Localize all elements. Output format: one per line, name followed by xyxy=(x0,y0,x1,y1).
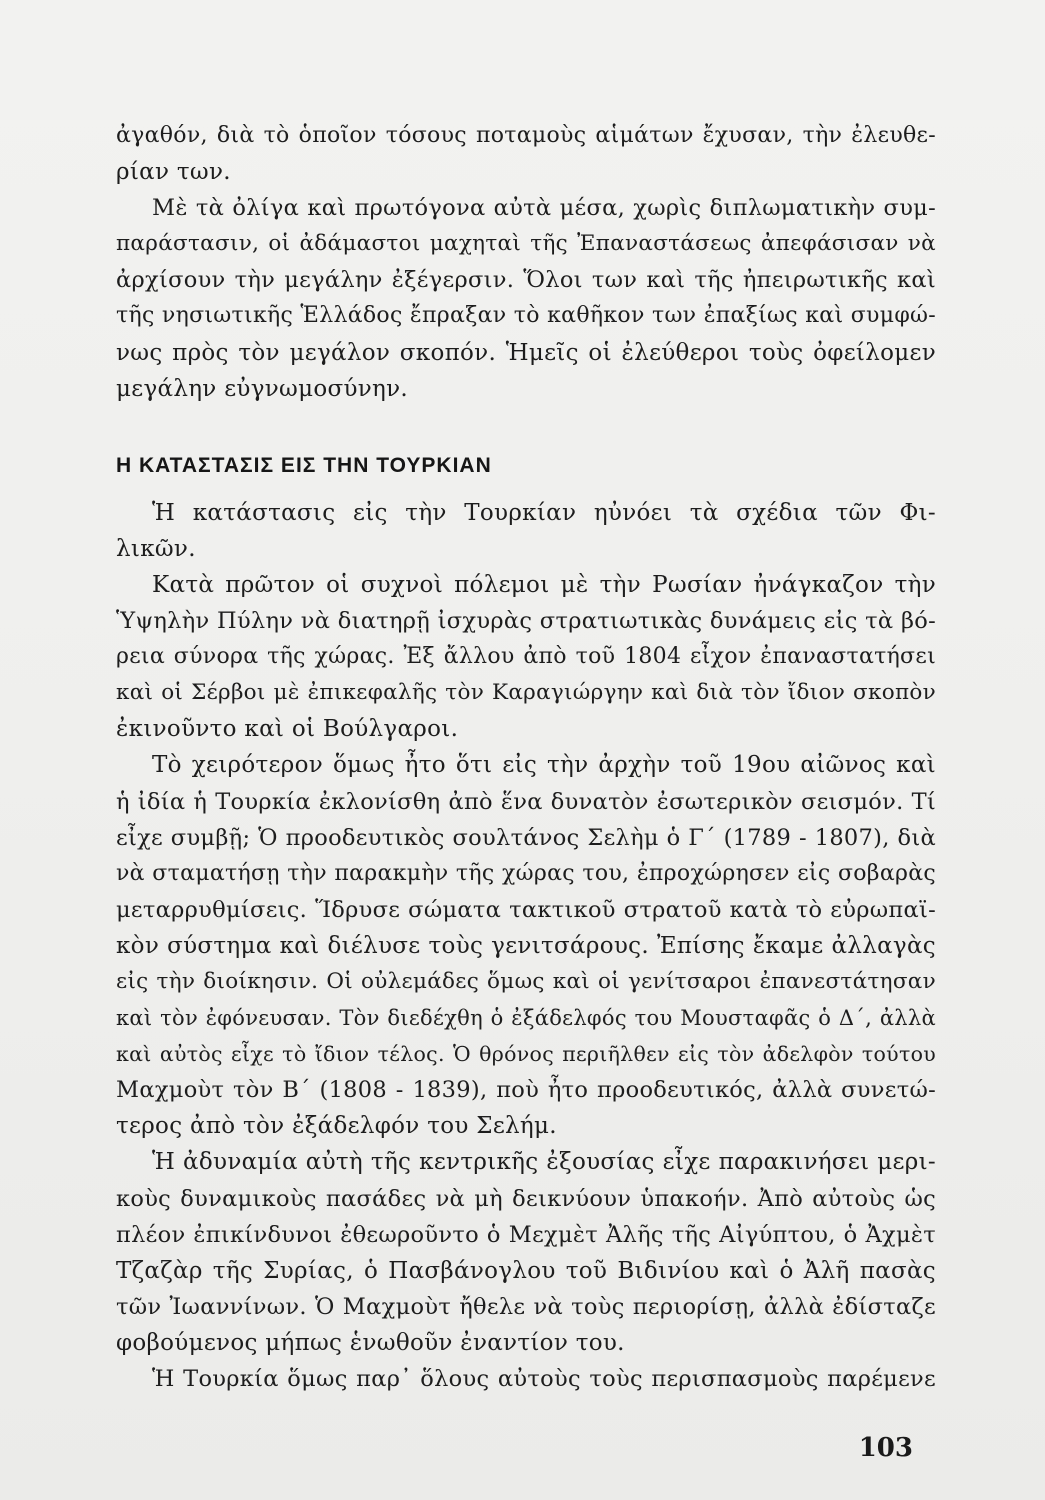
text-line: νὰ σταματήσῃ τὴν παρακμὴν τῆς χώρας του, ἐπροχώρησεν εἰς σοβαρὰς xyxy=(116,860,936,886)
text-line: τερος ἀπὸ τὸν ἐξάδελφόν του Σελήμ. xyxy=(116,1113,557,1140)
text-line: Μαχμοὺτ τὸν Β΄ (1808 - 1839), ποὺ ἦτο προοδευτικός, ἀλλὰ συνετώ- xyxy=(116,1077,936,1104)
section-heading: Η ΚΑΤΑΣΤΑΣΙΣ ΕΙΣ ΤΗΝ ΤΟΥΡΚΙΑΝ xyxy=(116,453,492,477)
text-line: ἀγαθόν, διὰ τὸ ὁποῖον τόσους ποταμοὺς αἱμάτων ἔχυσαν, τὴν ἐλευθε- xyxy=(116,123,936,148)
body-text xyxy=(116,118,936,1397)
text-line: κοὺς δυναμικοὺς πασάδες νὰ μὴ δεικνύουν ὑπακοήν. Ἀπὸ αὐτοὺς ὡς xyxy=(116,1185,936,1212)
text-line: ἀρχίσουν τὴν μεγάλην ἐξέγερσιν. Ὅλοι των καὶ τῆς ἠπειρωτικῆς καὶ xyxy=(116,267,936,294)
text-line: Τὸ χειρότερον ὅμως ἦτο ὅτι εἰς τὴν ἀρχὴν τοῦ 19ου αἰῶνος καὶ xyxy=(152,752,936,779)
text-line: παράστασιν, οἱ ἀδάμαστοι μαχηταὶ τῆς Ἐπαναστάσεως ἀπεφάσισαν νὰ xyxy=(116,231,936,257)
text-line: Ἡ κατάστασις εἰς τὴν Τουρκίαν ηὐνόει τὰ σχέδια τῶν Φι- xyxy=(152,499,936,526)
text-line: καὶ τὸν ἐφόνευσαν. Τὸν διεδέχθη ὁ ἐξάδελφός του Μουσταφᾶς ὁ Δ΄, ἀλλὰ xyxy=(116,1006,936,1031)
text-line: φοβούμενος μήπως ἑνωθοῦν ἐναντίον του. xyxy=(116,1329,625,1356)
text-line: καὶ αὐτὸς εἶχε τὸ ἴδιον τέλος. Ὁ θρόνος περιῆλθεν εἰς τὸν ἀδελφὸν τούτου xyxy=(116,1042,936,1067)
text-line: Ὑψηλὴν Πύλην νὰ διατηρῇ ἰσχυρὰς στρατιωτικὰς δυνάμεις εἰς τὰ βό- xyxy=(116,608,936,635)
text-line: Ἡ Τουρκία ὅμως παρ᾽ ὅλους αὐτοὺς τοὺς περισπασμοὺς παρέμενε xyxy=(152,1366,936,1392)
text-line: τῆς νησιωτικῆς Ἑλλάδος ἔπραξαν τὸ καθῆκον των ἐπαξίως καὶ συμφώ- xyxy=(116,303,936,329)
text-line: Μὲ τὰ ὀλίγα καὶ πρωτόγονα αὐτὰ μέσα, χωρὶς διπλωματικὴν συμ- xyxy=(152,195,936,222)
paragraph xyxy=(116,1361,936,1397)
text-line: εἶχε συμβῇ; Ὁ προοδευτικὸς σουλτάνος Σελὴμ ὁ Γ΄ (1789 - 1807), διὰ xyxy=(116,824,936,851)
text-line: ἐκινοῦντο καὶ οἱ Βούλγαροι. xyxy=(116,716,459,743)
text-line: τῶν Ἰωαννίνων. Ὁ Μαχμοὺτ ἤθελε νὰ τοὺς περιορίσῃ, ἀλλὰ ἐδίσταζε xyxy=(116,1293,936,1320)
text-line: ρεια σύνορα τῆς χώρας. Ἐξ ἄλλου ἀπὸ τοῦ 1804 εἶχον ἐπαναστατήσει xyxy=(116,644,936,670)
text-line: Κατὰ πρῶτον οἱ συχνοὶ πόλεμοι μὲ τὴν Ρωσίαν ἠνάγκαζον τὴν xyxy=(152,571,936,598)
text-line: νως πρὸς τὸν μεγάλον σκοπόν. Ἡμεῖς οἱ ἐλεύθεροι τοὺς ὀφείλομεν xyxy=(116,339,936,366)
text-line: καὶ οἱ Σέρβοι μὲ ἐπικεφαλῆς τὸν Καραγιώργην καὶ διὰ τὸν ἴδιον σκοπὸν xyxy=(116,680,936,706)
paragraph xyxy=(116,567,936,747)
paragraph xyxy=(116,190,936,407)
page-number: 103 xyxy=(858,1433,913,1463)
paragraph xyxy=(116,747,936,1144)
text-line: κὸν σύστημα καὶ διέλυσε τοὺς γενιτσάρους. Ἐπίσης ἔκαμε ἀλλαγὰς xyxy=(116,932,936,959)
text-line: ρίαν των. xyxy=(116,159,231,186)
text-line: μεταρρυθμίσεις. Ἵδρυσε σώματα τακτικοῦ στρατοῦ κατὰ τὸ εὐρωπαϊ- xyxy=(116,896,936,923)
text-line: ἡ ἰδία ἡ Τουρκία ἐκλονίσθη ἀπὸ ἕνα δυνατὸν ἐσωτερικὸν σεισμόν. Τί xyxy=(116,788,936,815)
text-line: εἰς τὴν διοίκησιν. Οἱ οὐλεμάδες ὅμως καὶ οἱ γενίτσαροι ἐπανεστάτησαν xyxy=(116,968,936,994)
text-line: λικῶν. xyxy=(116,535,196,562)
paragraph xyxy=(116,118,936,190)
paragraph xyxy=(116,1144,936,1361)
paragraph xyxy=(116,495,936,567)
text-line: Τζαζὰρ τῆς Συρίας, ὁ Πασβάνογλου τοῦ Βιδινίου καὶ ὁ Ἀλῆ πασὰς xyxy=(116,1257,936,1284)
text-line: μεγάλην εὐγνωμοσύνην. xyxy=(116,375,409,402)
text-line: Ἡ ἀδυναμία αὐτὴ τῆς κεντρικῆς ἐξουσίας εἶχε παρακινήσει μερι- xyxy=(152,1149,936,1176)
text-line: πλέον ἐπικίνδυνοι ἐθεωροῦντο ὁ Μεχμὲτ Ἀλῆς τῆς Αἰγύπτου, ὁ Ἀχμὲτ xyxy=(116,1221,936,1248)
